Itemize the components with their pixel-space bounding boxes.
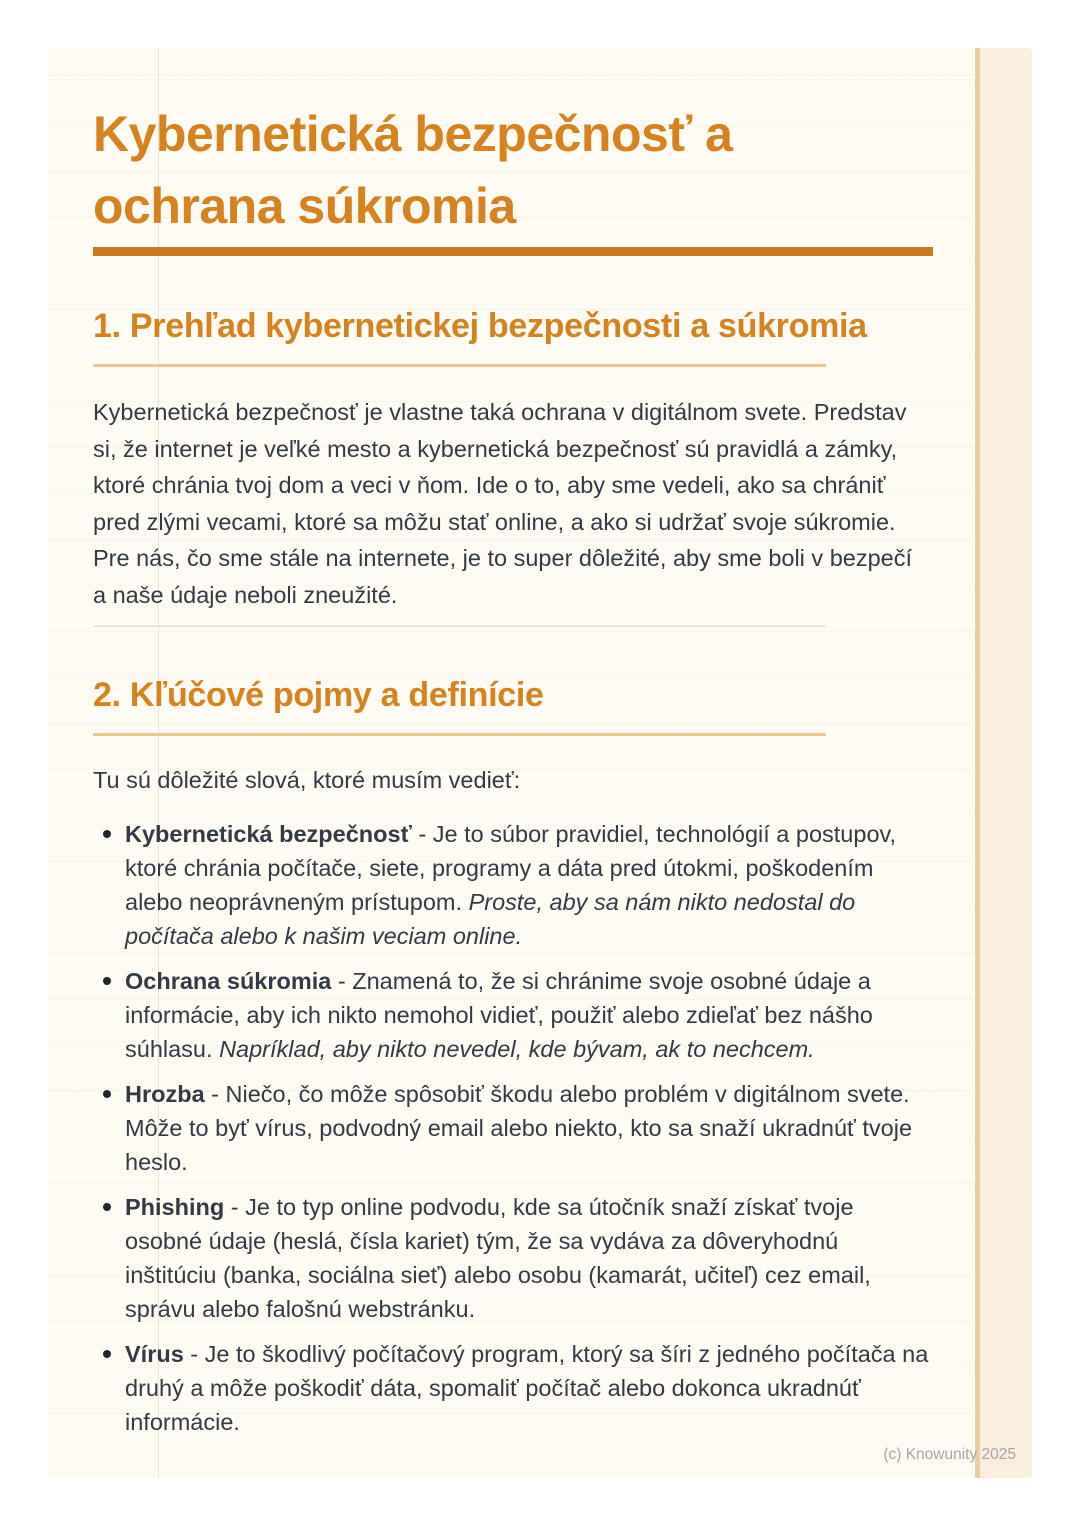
term-note: Proste, aby sa nám nikto nedostal do počítača alebo k našim veciam online.: [125, 888, 856, 949]
page-content: [93, 48, 933, 1439]
list-item: [93, 964, 931, 1066]
term-definition: - Je to typ online podvodu, kde sa útočník snaží získať tvoje osobné údaje (heslá, čísla kariet) tým, že sa vydáva za dôveryhodnú inštitúciu (banka, sociálna sieť) alebo osobu (kamarát, učiteľ) cez email, správu alebo falošnú webstránku.: [125, 1193, 871, 1322]
section-divider: [93, 625, 826, 627]
section-1-paragraph: Kybernetická bezpečnosť je vlastne taká ochrana v digitálnom svete. Predstav si, že internet je veľké mesto a kybernetická bezpečnosť sú pravidlá a zámky, ktoré chránia tvoj dom a veci v ňom. Ide o to, aby sme vedeli, ako sa chrániť pred zlými vecami, ktoré sa môžu stať online, a ako si udržať svoje súkromie. Pre nás, čo sme stále na internete, je to super dôležité, aby sme boli v bezpečí a naše údaje neboli zneužité.: [93, 399, 913, 608]
bullet-icon: [103, 830, 111, 838]
term-label: Kybernetická bezpečnosť: [125, 820, 412, 847]
term-definition: - Znamená to, že si chránime svoje osobné údaje a informácie, aby ich nikto nemohol vidieť, použiť alebo zdieľať bez nášho súhlasu.: [125, 967, 873, 1062]
terms-intro: Tu sú dôležité slová, ktoré musím vedieť:: [93, 767, 521, 793]
list-item: [93, 817, 931, 953]
term-note: Napríklad, aby nikto nevedel, kde bývam, ak to nechcem.: [219, 1035, 815, 1062]
bullet-icon: [103, 1203, 111, 1211]
title-rule: [93, 247, 933, 256]
section-2-heading: 2. Kľúčové pojmy a definície: [93, 676, 544, 714]
list-item: [93, 1337, 931, 1439]
section-1-underline: [93, 364, 826, 367]
term-label: Vírus: [125, 1340, 184, 1367]
copyright-watermark: (c) Knowunity 2025: [883, 1446, 1016, 1463]
right-margin-band: [975, 48, 1032, 1478]
bullet-icon: [103, 1090, 111, 1098]
page-title: Kybernetická bezpečnosť a ochrana súkromia: [93, 106, 733, 234]
terms-list: [93, 817, 931, 1439]
section-2-underline: [93, 733, 826, 736]
term-label: Phishing: [125, 1193, 225, 1220]
notes-page: [48, 48, 1032, 1478]
list-item: [93, 1077, 931, 1179]
term-definition: - Je to škodlivý počítačový program, ktorý sa šíri z jedného počítača na druhý a môže poškodiť dáta, spomaliť počítač alebo dokonca ukradnúť informácie.: [125, 1340, 929, 1435]
term-definition: - Niečo, čo môže spôsobiť škodu alebo problém v digitálnom svete. Môže to byť vírus, podvodný email alebo niekto, kto sa snaží ukradnúť tvoje heslo.: [125, 1080, 913, 1175]
term-definition: - Je to súbor pravidiel, technológií a postupov, ktoré chránia počítače, siete, programy a dáta pred útokmi, poškodením alebo neoprávneným prístupom.: [125, 820, 897, 915]
term-label: Ochrana súkromia: [125, 967, 332, 994]
list-item: [93, 1190, 931, 1326]
section-1-heading: 1. Prehľad kybernetickej bezpečnosti a súkromia: [93, 307, 867, 345]
term-label: Hrozba: [125, 1080, 205, 1107]
bullet-icon: [103, 977, 111, 985]
bullet-icon: [103, 1350, 111, 1358]
